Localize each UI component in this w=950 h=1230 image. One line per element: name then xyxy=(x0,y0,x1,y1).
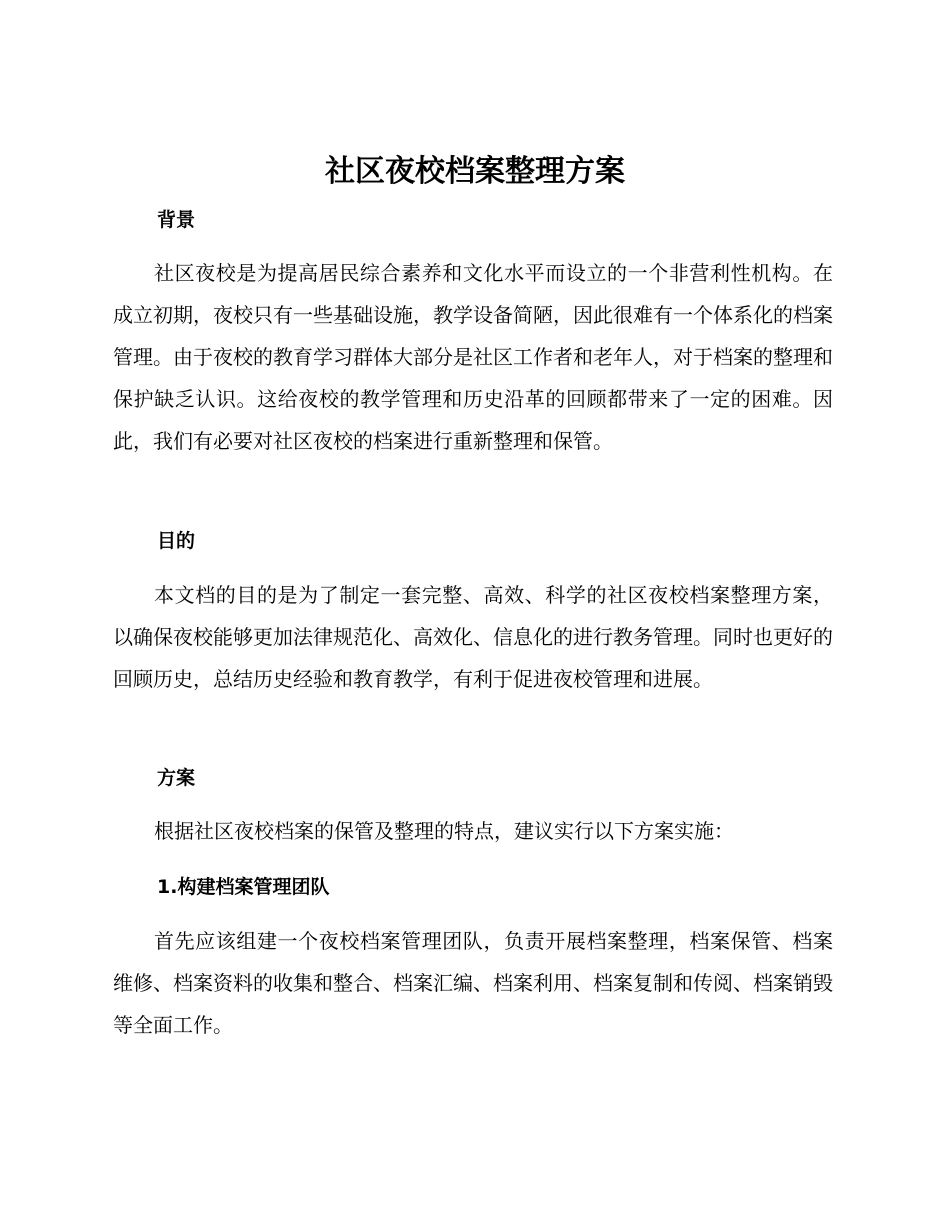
section-paragraph-purpose: 本文档的目的是为了制定一套完整、高效、科学的社区夜校档案整理方案，以确保夜校能够更加法律规范化、高效化、信息化的进行教务管理。同时也更好的回顾历史，总结历史经验和教育教学，有利于促进夜校管理和进展。 xyxy=(113,583,833,691)
section-heading-plan: 方案 xyxy=(157,767,196,789)
section-heading-team: 1.构建档案管理团队 xyxy=(157,876,330,898)
section-paragraph-team: 首先应该组建一个夜校档案管理团队，负责开展档案整理，档案保管、档案维修、档案资料的收集和整合、档案汇编、档案利用、档案复制和传阅、档案销毁等全面工作。 xyxy=(113,929,833,1037)
section-heading-purpose: 目的 xyxy=(157,530,196,552)
section-paragraph-plan: 根据社区夜校档案的保管及整理的特点，建议实行以下方案实施： xyxy=(154,819,734,843)
document-title: 社区夜校档案整理方案 xyxy=(325,154,625,189)
section-heading-background: 背景 xyxy=(157,209,196,231)
section-paragraph-background: 社区夜校是为提高居民综合素养和文化水平而设立的一个非营利性机构。在成立初期，夜校只有一些基础设施，教学设备简陋，因此很难有一个体系化的档案管理。由于夜校的教育学习群体大部分是社区工作者和老年人，对于档案的整理和保护缺乏认识。这给夜校的教学管理和历史沿革的回顾都带来了一定的困难。因此，我们有必要对社区夜校的档案进行重新整理和保管。 xyxy=(113,261,833,453)
